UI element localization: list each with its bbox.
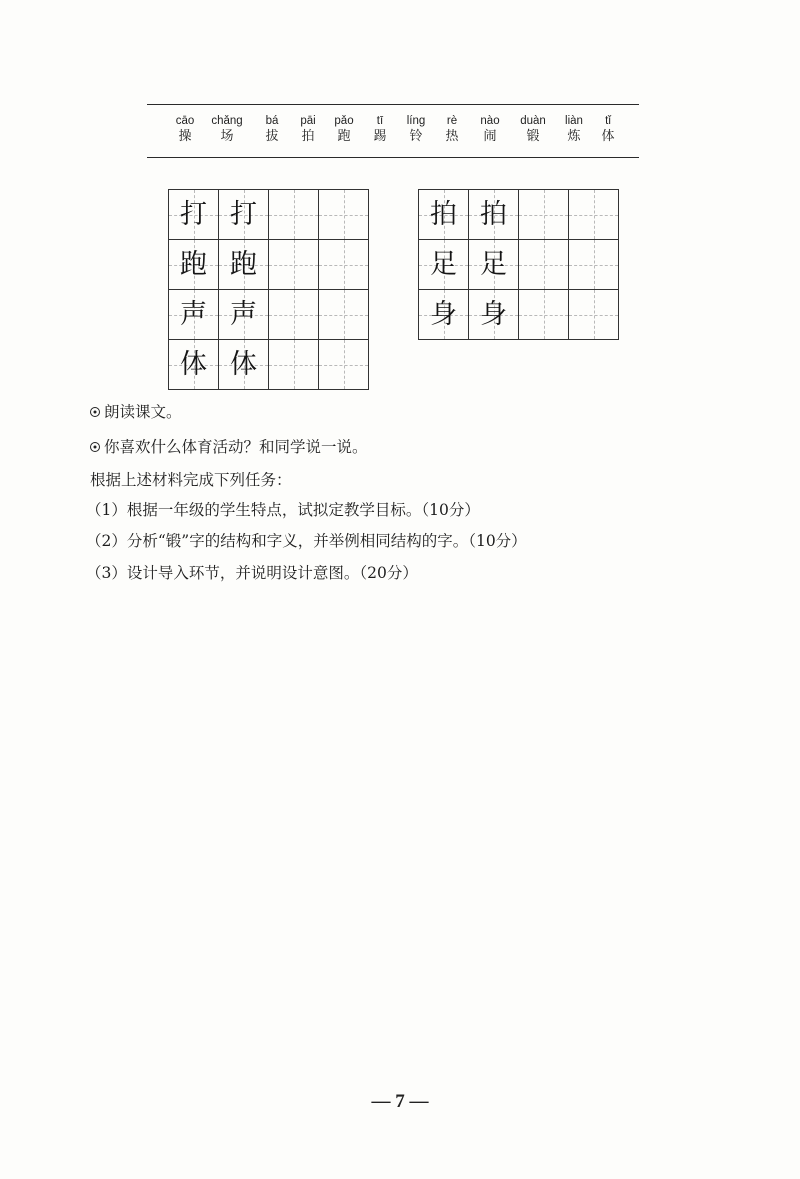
grid-cell-empty[interactable] (269, 290, 319, 340)
grid-cell-trace (219, 190, 269, 240)
task-item: （2）分析“锻”字的结构和字义，并举例相同结构的字。（10分） (86, 532, 527, 550)
pinyin: duàn (520, 115, 546, 127)
trace-character: 拍 (480, 199, 507, 230)
grid-cell-trace (469, 240, 519, 290)
hanzi: 铃 (409, 129, 423, 144)
task-item: （1）根据一年级的学生特点，试拟定教学目标。（10分） (86, 501, 480, 519)
grid-cell-trace (219, 290, 269, 340)
model-character: 声 (180, 299, 207, 330)
vocab-item (578, 114, 638, 145)
grid-cell-empty[interactable] (319, 290, 369, 340)
task-item: （3）设计导入环节，并说明设计意图。（20分） (86, 564, 418, 582)
pinyin: rè (446, 115, 458, 127)
hanzi: 炼 (567, 129, 581, 144)
grid-cell-trace (469, 290, 519, 340)
grid-cell-empty[interactable] (269, 240, 319, 290)
pinyin: tǐ (605, 115, 611, 127)
hanzi: 闹 (483, 129, 497, 144)
pinyin-vocabulary-strip (147, 104, 639, 158)
hanzi: 锻 (526, 129, 540, 144)
model-character: 身 (430, 299, 457, 330)
page-number: — 7 — (371, 1091, 429, 1112)
model-character: 体 (180, 349, 207, 380)
model-character: 拍 (430, 199, 457, 230)
grid-row (169, 240, 369, 290)
grid-cell-trace (469, 190, 519, 240)
pinyin: nào (480, 115, 500, 127)
grid-cell-trace (219, 240, 269, 290)
model-character: 打 (180, 199, 207, 230)
trace-character: 身 (480, 299, 507, 330)
pinyin: pǎo (334, 115, 354, 127)
trace-character: 打 (230, 199, 257, 230)
writing-grid-right (418, 189, 619, 340)
grid-cell-model (419, 240, 469, 290)
activity-text: 你喜欢什么体育活动？和同学说一说。 (104, 438, 368, 456)
grid-cell-model (169, 290, 219, 340)
trace-character: 足 (480, 249, 507, 280)
grid-cell-trace (219, 340, 269, 390)
hanzi: 热 (445, 129, 459, 144)
grid-cell-model (419, 290, 469, 340)
grid-cell-empty[interactable] (269, 190, 319, 240)
grid-cell-model (169, 190, 219, 240)
grid-row (169, 190, 369, 240)
grid-cell-empty[interactable] (519, 290, 569, 340)
grid-row (419, 190, 619, 240)
pinyin: liàn (565, 115, 583, 127)
grid-cell-empty[interactable] (519, 240, 569, 290)
task-intro: 根据上述材料完成下列任务： (90, 471, 292, 489)
grid-cell-model (169, 240, 219, 290)
grid-cell-empty[interactable] (319, 340, 369, 390)
grid-row (169, 290, 369, 340)
grid-cell-model (419, 190, 469, 240)
hanzi: 体 (601, 129, 615, 144)
hanzi: 场 (220, 129, 234, 144)
hanzi: 踢 (373, 129, 387, 144)
pinyin: pāi (300, 115, 316, 127)
grid-cell-empty[interactable] (319, 240, 369, 290)
writing-grid-left (168, 189, 369, 390)
grid-cell-empty[interactable] (269, 340, 319, 390)
grid-cell-empty[interactable] (519, 190, 569, 240)
pinyin: cāo (175, 115, 195, 127)
activity-text: 朗读课文。 (104, 403, 182, 421)
model-character: 跑 (180, 249, 207, 280)
circle-dot-icon (90, 442, 100, 452)
trace-character: 声 (230, 299, 257, 330)
pinyin: líng (406, 115, 426, 127)
pinyin: bá (265, 115, 279, 127)
activity-discussion (90, 437, 368, 457)
hanzi: 操 (178, 129, 192, 144)
grid-row (169, 340, 369, 390)
grid-cell-empty[interactable] (569, 190, 619, 240)
activity-read-aloud (90, 402, 182, 422)
grid-cell-empty[interactable] (319, 190, 369, 240)
hanzi: 拍 (301, 129, 315, 144)
trace-character: 体 (230, 349, 257, 380)
grid-row (419, 240, 619, 290)
circle-dot-icon (90, 407, 100, 417)
grid-cell-empty[interactable] (569, 290, 619, 340)
grid-cell-model (169, 340, 219, 390)
hanzi: 拔 (265, 129, 279, 144)
trace-character: 跑 (230, 249, 257, 280)
grid-cell-empty[interactable] (569, 240, 619, 290)
pinyin: chǎng (211, 115, 243, 127)
grid-row (419, 290, 619, 340)
hanzi: 跑 (337, 129, 351, 144)
model-character: 足 (430, 249, 457, 280)
pinyin: tī (376, 115, 384, 127)
